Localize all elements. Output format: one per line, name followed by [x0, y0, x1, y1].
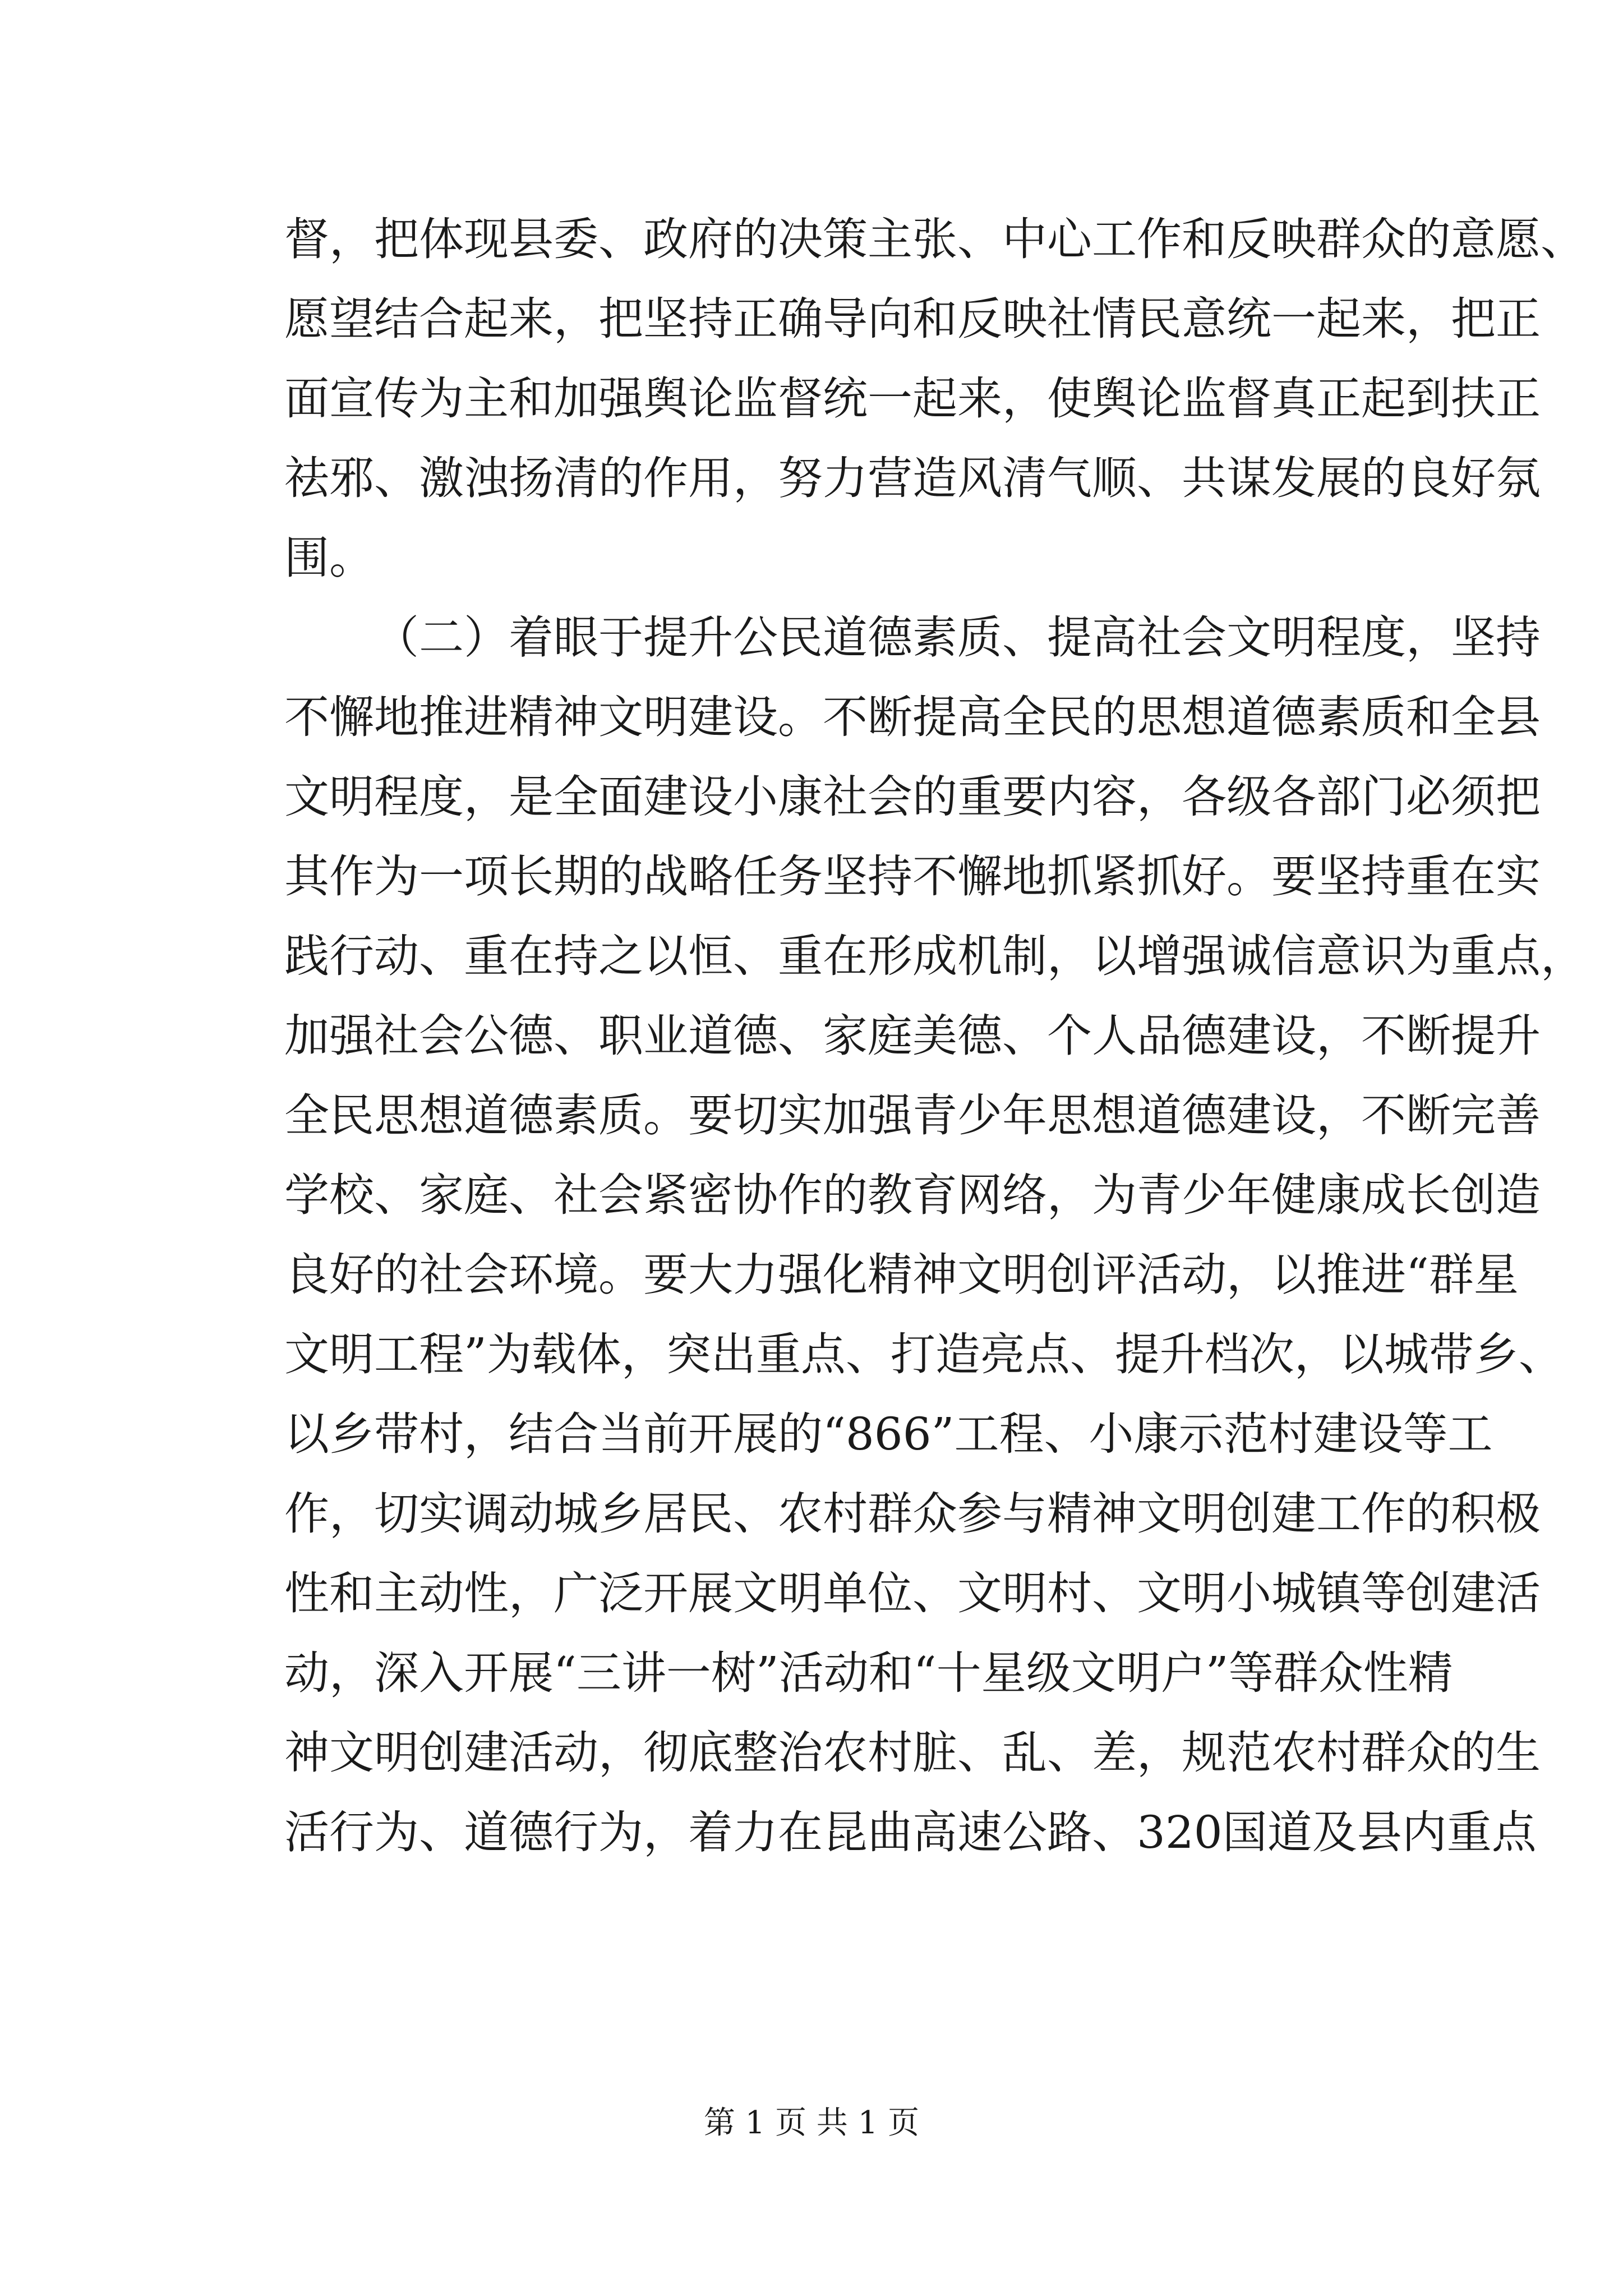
text-line: 面宣传为主和加强舆论监督统一起来，使舆论监督真正起到扶正 [284, 372, 1541, 425]
text-line: 良好的社会环境。要大力强化精神文明创评活动，以推进“群星 [284, 1249, 1519, 1301]
text-line: 加强社会公德、职业道德、家庭美德、个人品德建设，不断提升 [284, 1010, 1541, 1062]
text-line: 愿望结合起来，把坚持正确导向和反映社情民意统一起来，把正 [284, 293, 1541, 345]
text-line: 不懈地推进精神文明建设。不断提高全民的思想道德素质和全县 [284, 691, 1541, 743]
text-line: 性和主动性，广泛开展文明单位、文明村、文明小城镇等创建活 [284, 1567, 1541, 1619]
text-line: 作，切实调动城乡居民、农村群众参与精神文明创建工作的积极 [284, 1488, 1541, 1540]
text-line: 文明程度，是全面建设小康社会的重要内容，各级各部门必须把 [284, 771, 1541, 823]
text-line: 以乡带村，结合当前开展的“866”工程、小康示范村建设等工 [284, 1408, 1493, 1460]
text-line: 活行为、道德行为，着力在昆曲高速公路、320国道及县内重点 [284, 1806, 1537, 1858]
text-line: 其作为一项长期的战略任务坚持不懈地抓紧抓好。要坚持重在实 [284, 850, 1541, 903]
body-text [284, 200, 1585, 1872]
text-line: 学校、家庭、社会紧密协作的教育网络，为青少年健康成长创造 [284, 1169, 1541, 1221]
text-line: 践行动、重在持之以恒、重在形成机制，以增强诚信意识为重点， [284, 930, 1585, 982]
text-line: 神文明创建活动，彻底整治农村脏、乱、差，规范农村群众的生 [284, 1727, 1541, 1779]
page-footer: 第 1 页 共 1 页 [703, 2105, 920, 2141]
text-line: 祛邪、激浊扬清的作用，努力营造风清气顺、共谋发展的良好氛 [284, 452, 1541, 504]
text-line: 围。 [284, 532, 374, 584]
text-line: 文明工程”为载体，突出重点、打造亮点、提升档次，以城带乡、 [284, 1328, 1564, 1381]
text-line: 全民思想道德素质。要切实加强青少年思想道德建设，不断完善 [284, 1089, 1541, 1142]
text-line: 督，把体现县委、政府的决策主张、中心工作和反映群众的意愿、 [284, 213, 1585, 265]
text-line: 动，深入开展“三讲一树”活动和“十星级文明户”等群众性精 [284, 1647, 1453, 1699]
paragraph-first-line: （二）着眼于提升公民道德素质、提高社会文明程度，坚持 [374, 611, 1541, 664]
